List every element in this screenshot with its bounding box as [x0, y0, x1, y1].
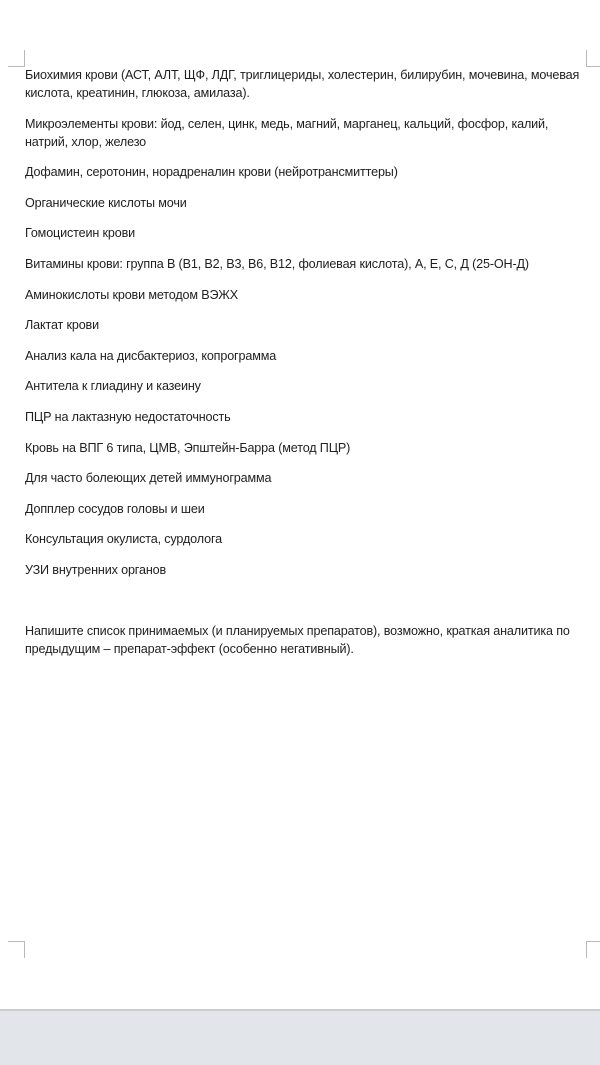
- paragraph-neurotransmitters: Дофамин, серотонин, норадреналин крови (нейротрансмиттеры): [25, 165, 398, 180]
- paragraph-medications-request: Напишите список принимаемых (и планируемых препаратов), возможно, краткая аналитика по предыдущим – препарат-эффект (особенно негативный).: [25, 623, 570, 656]
- paragraph-consultation: Консультация окулиста, сурдолога: [25, 532, 222, 547]
- paragraph-blood-viruses: Кровь на ВПГ 6 типа, ЦМВ, Эпштейн-Барра (метод ПЦР): [25, 440, 351, 455]
- paragraph-stool-analysis: Анализ кала на дисбактериоз, копрограмма: [25, 348, 277, 363]
- document-body[interactable]: [25, 66, 585, 670]
- paragraph-biochemistry: Биохимия крови (АСТ, АЛТ, ЩФ, ЛДГ, триглицериды, холестерин, билирубин, мочевина, мочевая кислота, креатинин, глюкоза, амилаза).: [25, 68, 580, 100]
- crop-mark-top-left: [8, 50, 25, 67]
- empty-paragraph: [25, 592, 585, 622]
- paragraph-ultrasound: УЗИ внутренних органов: [25, 562, 167, 577]
- paragraph-lactate: Лактат крови: [25, 318, 99, 333]
- paragraph-antibodies: Антитела к глиадину и казеину: [25, 379, 201, 394]
- paragraph-immunogram: Для часто болеющих детей иммунограмма: [25, 471, 272, 486]
- paragraph-homocysteine: Гомоцистеин крови: [25, 226, 136, 241]
- paragraph-vitamins: Витамины крови: группа В (В1, В2, В3, В6, В12, фолиевая кислота), А, Е, С, Д (25-ОН-Д): [25, 256, 529, 271]
- document-canvas-background: [0, 1011, 600, 1065]
- paragraph-pcr-lactase: ПЦР на лактазную недостаточность: [25, 409, 231, 424]
- paragraph-organic-acids: Органические кислоты мочи: [25, 195, 187, 210]
- paragraph-doppler: Допплер сосудов головы и шеи: [25, 501, 205, 516]
- crop-mark-bottom-right: [586, 941, 600, 958]
- crop-mark-top-right: [586, 50, 600, 67]
- paragraph-microelements: Микроэлементы крови: йод, селен, цинк, медь, магний, марганец, кальций, фосфор, калий, натрий, хлор, железо: [25, 116, 549, 149]
- paragraph-amino-acids: Аминокислоты крови методом ВЭЖХ: [25, 287, 238, 302]
- crop-mark-bottom-left: [8, 941, 25, 958]
